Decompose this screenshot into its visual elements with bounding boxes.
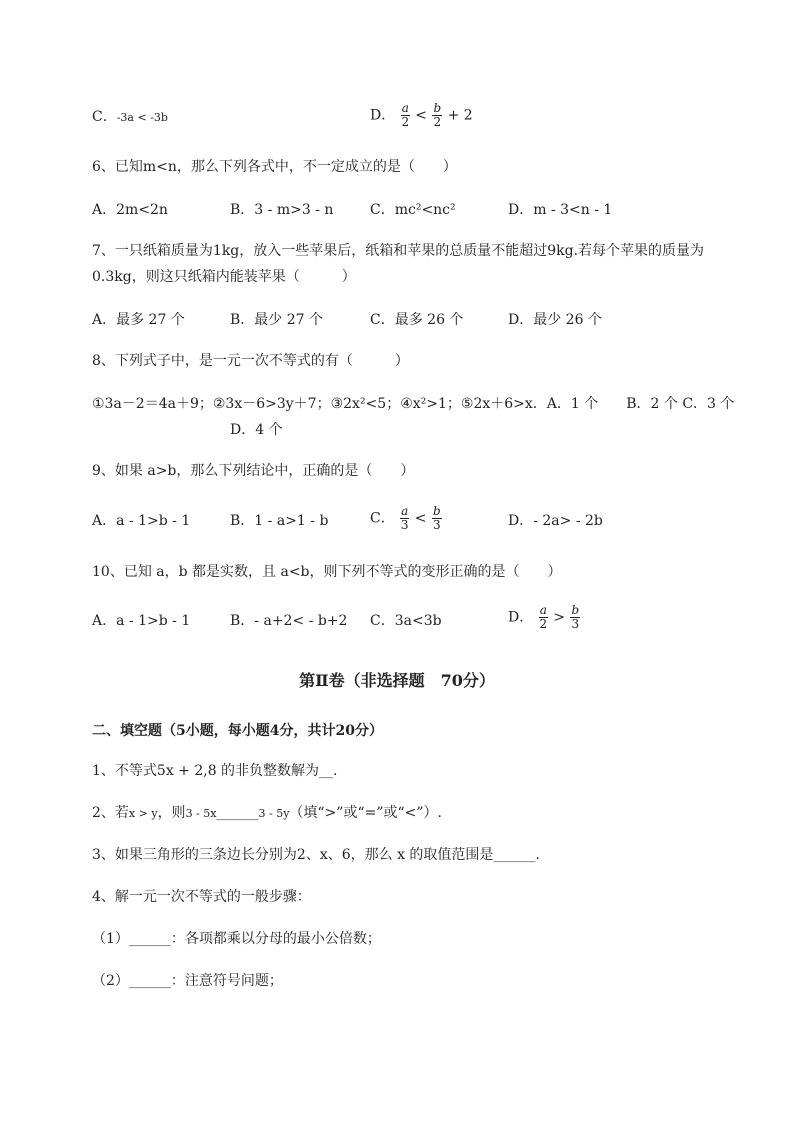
q7-option-a: A．最多 27 个 bbox=[92, 312, 185, 328]
q9-option-b: B．1 - a>1 - b bbox=[230, 513, 329, 529]
fill-q1: 1、不等式5x + 2,8 的非负整数解为__. bbox=[92, 763, 338, 779]
fill-q4-step1: （1）______：各项都乘以分母的最小公倍数； bbox=[92, 931, 381, 947]
q10-fraction-b-over-3: $\frac{b}{3}$ bbox=[571, 603, 580, 631]
q5-fraction-b-over-2: $\frac{b}{2}$ bbox=[433, 101, 442, 129]
q5-option-c bbox=[92, 108, 168, 127]
q10-stem: 10、已知 a，b 都是实数，且 a<b，则下列不等式的变形正确的是（ ） bbox=[92, 564, 562, 580]
fill-q3: 3、如果三角形的三条边长分别为2、x、6，那么 x 的取值范围是______. bbox=[92, 847, 540, 863]
q8-stem: 8、下列式子中，是一元一次不等式的有（ ） bbox=[92, 353, 409, 369]
q6-stem: 6、已知m<n，那么下列各式中，不一定成立的是（ ） bbox=[92, 159, 457, 175]
q9-fraction-a-over-3: $\frac{a}{3}$ bbox=[400, 504, 409, 532]
q8-items: ①3a－2＝4a＋9；②3x－6>3y＋7；③2x²<5；④x²>1；⑤2x＋6>x．A．1 个 B．2 个 C．3 个 bbox=[92, 396, 735, 412]
q6-option-d: D．m - 3<n - 1 bbox=[508, 202, 613, 218]
q10-option-d: D． $\frac{a}{2}$ > $\frac{b}{3}$ bbox=[508, 603, 580, 631]
q9-option-c: C． $\frac{a}{3}$ < $\frac{b}{3}$ bbox=[370, 504, 441, 532]
fill-q2-blank: ______ bbox=[216, 805, 259, 821]
q6-option-b: B．3 - m>3 - n bbox=[230, 202, 334, 218]
fill-q4: 4、解一元一次不等式的一般步骤： bbox=[92, 889, 311, 905]
q5-option-d-label: D． bbox=[370, 107, 396, 124]
q9-option-c-label: C． bbox=[370, 510, 395, 527]
q5-option-c-expr: -3a < -3b bbox=[116, 111, 168, 124]
q9-option-d: D．- 2a> - 2b bbox=[508, 513, 603, 529]
q7-stem-line1: 7、一只纸箱质量为1kg，放入一些苹果后，纸箱和苹果的总质量不能超过9kg.若每个苹果的质量为 bbox=[92, 243, 705, 259]
q9-stem: 9、如果 a>b，那么下列结论中，正确的是（ ） bbox=[92, 463, 415, 479]
q7-option-c: C．最多 26 个 bbox=[370, 312, 464, 328]
q9-option-a: A．a - 1>b - 1 bbox=[92, 513, 191, 529]
q7-stem-line2: 0.3kg，则这只纸箱内能装苹果（ ） bbox=[92, 269, 356, 285]
section-title: 第Ⅱ卷（非选择题 70分） bbox=[299, 671, 495, 690]
q5-option-d: D． $\frac{a}{2}$ < $\frac{b}{2}$ + 2 bbox=[370, 101, 473, 129]
fill-in-heading: 二、填空题（5小题，每小题4分，共计20分） bbox=[92, 723, 383, 739]
fill-q2: 2、若x > y，则3 - 5x______3 - 5y（填“>”或“=”或“<”）. bbox=[92, 805, 442, 821]
fill-q4-step2: （2）______：注意符号问题； bbox=[92, 973, 283, 989]
q9-fraction-b-over-3: $\frac{b}{3}$ bbox=[432, 504, 441, 532]
q10-option-d-label: D． bbox=[508, 609, 534, 626]
q8-option-d: D．4 个 bbox=[230, 422, 283, 438]
q6-option-c: C．mc²<nc² bbox=[370, 202, 456, 218]
q7-option-b: B．最少 27 个 bbox=[230, 312, 324, 328]
q5-option-c-label: C． bbox=[92, 109, 117, 125]
q10-option-a: A．a - 1>b - 1 bbox=[92, 613, 191, 629]
q10-fraction-a-over-2: $\frac{a}{2}$ bbox=[539, 603, 548, 631]
fill-q2-condition: x > y bbox=[128, 807, 158, 820]
q6-option-a: A．2m<2n bbox=[92, 202, 168, 218]
q10-option-c: C．3a<3b bbox=[370, 613, 442, 629]
q10-option-b: B．- a+2< - b+2 bbox=[230, 613, 348, 629]
q7-option-d: D．最少 26 个 bbox=[508, 312, 602, 328]
q5-fraction-a-over-2: $\frac{a}{2}$ bbox=[401, 101, 410, 129]
